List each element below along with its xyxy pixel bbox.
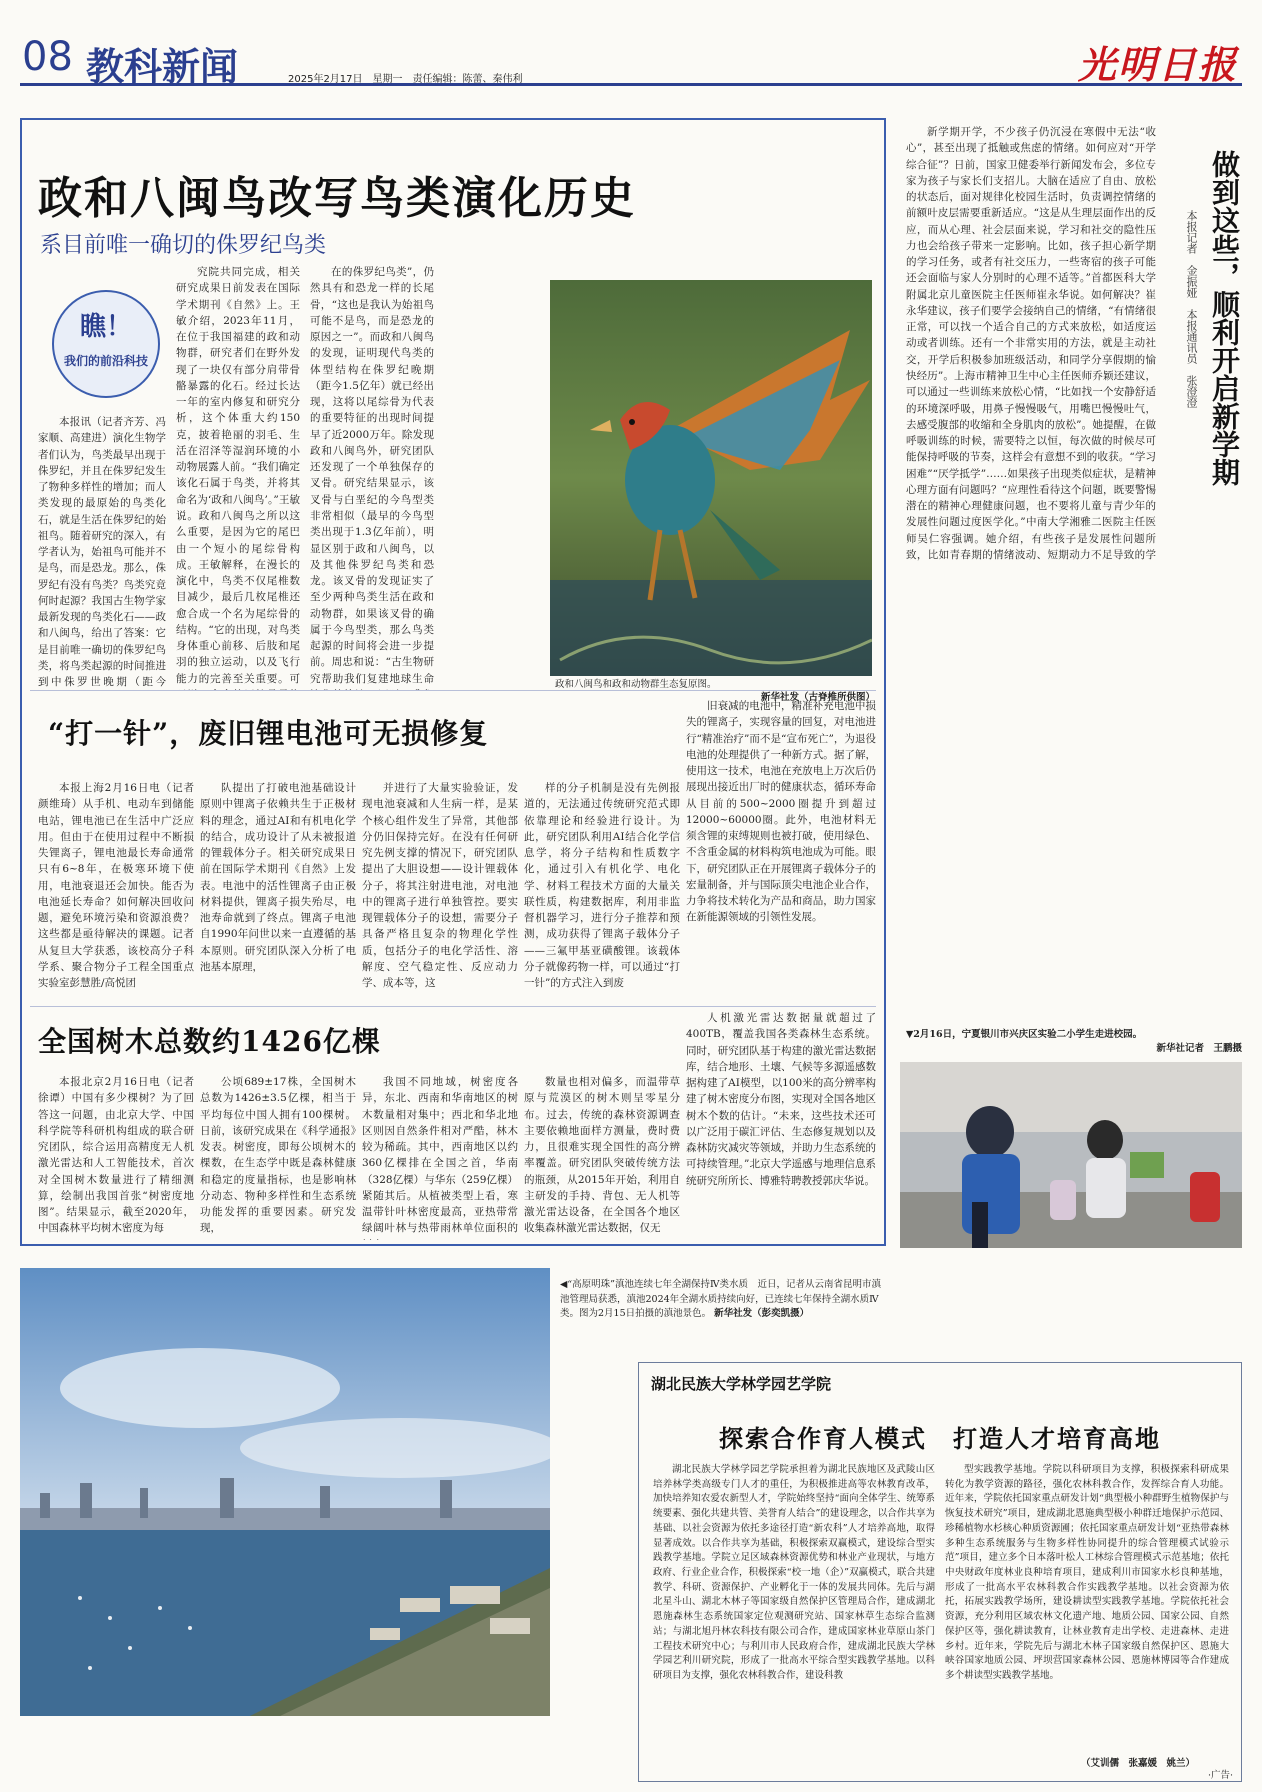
article-school-body-bottom — [906, 568, 1242, 1024]
university-advertorial — [638, 1362, 1242, 1782]
column-badge — [52, 290, 160, 398]
badge-sub-text: 我们的前沿科技 — [63, 354, 148, 368]
article-battery-col4: 样的分子机制是没有先例报道的，无法通过传统研究范式即依靠理论和经验进行设计。为此，研究团队利用AI结合化学信息学，将分子结构和性质数字化，通过引入有机化学、电化学、材料工程技术方面的大量关联性质，构建数据库，利用非监督机器学习，进行分子推荐和预测，成功获得了锂离子载体分子——三氟甲基亚磺酸锂。该载体分子就像药物一样，可以通过“打一针”的方式注入到废 — [524, 782, 680, 990]
article-battery-col1: 本报上海2月16日电（记者颜维琦）从手机、电动车到储能电站，锂电池已在生活中广泛应用。但由于在使用过程中不断损失锂离子，锂电池最长寿命通常只有6~8年，在极寒环境下使用，电池衰退还会加快。能否为电池延长寿命？如何解决回收问题，避免环境污染和资源浪费？这些都是亟待解决的课题。记者从复旦大学获悉，该校高分子科学系、聚合物分子工程全国重点实验室彭慧胜/高悦团 — [38, 782, 194, 990]
ad-mark: ·广告· — [1207, 1770, 1233, 1781]
article-school-byline: 本报记者 金振娅 本报通讯员 张澄澄 — [1185, 210, 1198, 408]
article-battery-headline: “打一针”，废旧锂电池可无损修复 — [48, 717, 489, 750]
article-trees-col5: 人机激光雷达数据量就超过了400TB，覆盖我国各类森林生态系统。同时，研究团队基于构建的激光雷达数据库，结合地形、土壤、气候等多源遥感数据构建了AI模型，以100米的高分辨率构建了树木密度分布图，实现对全国各地区树木个数的估计。“未来，这些技术还可以广泛用于碳汇评估、生态修复规划以及森林防灾减灾等领域，并助力生态系统的可持续管理。”北京大学遥感与地理信息系统研究所所长、博雅特聘教授郭庆华说。 — [686, 1012, 876, 1187]
section-divider — [30, 1006, 876, 1007]
article-bird-col1: 本报讯（记者齐芳、冯家顺、高建进）演化生物学者们认为，鸟类最早出现于侏罗纪，并且在侏罗纪发生了物种多样性的增加；而人类发现的最原始的鸟类化石，就是生活在侏罗纪的始祖鸟。随着研究的深入，有学者认为，始祖鸟可能并不是鸟，而是恐龙。那么，侏罗纪有没有鸟类？鸟类究竟何时起源？我国古生物学家最新发现的鸟类化石——政和八闽鸟，给出了答案：它是目前唯一确切的侏罗纪鸟类，将鸟类起源的时间推进到中侏罗世晚期（距今 — [38, 416, 166, 689]
masthead — [20, 22, 1242, 89]
article-bird-subhead: 系目前唯一确切的侏罗纪鸟类 — [40, 233, 327, 258]
article-school-body-top: 新学期开学，不少孩子仍沉浸在寒假中无法“收心”，甚至出现了抵触或焦虑的情绪。如何应对“开学综合征”？日前，国家卫健委举行新闻发布会，多位专家为孩子与家长们支招儿。大脑在适应了自由、放松的状态后，面对规律化校园生活时，负责调控情绪的前额叶皮层需要重新适应。“这是从生理层面作出的反应，而从心理、社会层面来说，学习和社交的隐性压力也会给孩子带来一定影响。比如，孩子担心新学期的学习任务，或者有社交压力，一些寄宿的孩子可能还会面临与家人分别时的心理不适等。”首都医科大学附属北京儿童医院主任医师崔永华说。如何解决？崔永华建议，孩子们要学会接纳自己的情绪，“有情绪很正常，可以找一个适合自己的方式来放松，如适度运动或者训练。还有一个非常实用的方法，就是主动社交，开学后积极参加班级活动，和同学分享假期的愉快经历”。上海市精神卫生中心主任医师乔颖还建议，可以通过一些训练来放松心情，“比如找一个安静舒适的环境深呼吸，用鼻子慢慢吸气，用嘴巴慢慢吐气，去感受腹部的收缩和全身肌肉的放松”。她提醒，在做呼吸训练的时候，需要特之以恒，每次做的时候尽可能保持呼吸的节奏，这样会有意想不到的收获。“学习困难”“厌学抵学”……如果孩子出现类似症状，是精神心理方面有问题吗？“应理性看待这个问题，既要警惕潜在的精神心理健康问题，也不要将儿童与青少年的发展性问题过度医学化。”中南大学湘雅二医院主任医师吴仁容强调。她介绍，有些孩子是发展性问题所致，比如青春期的情绪波动、短期动力不足导致的学 — [906, 126, 1156, 561]
bird-illustration — [550, 280, 872, 676]
bird-caption-text: 政和八闽鸟和政和动物群生态复原图。 — [555, 679, 717, 690]
article-battery-col3: 并进行了大量实验验证，发现电池衰减和人生病一样，是某个核心组件发生了异常，其他部分仍旧保持完好。在没有任何研究先例支撑的情况下，研究团队提出了大胆设想——设计锂载体分子，将其注射进电池，对电池中的锂离子进行单独管控。要实现锂载体分子的设想，需要分子具备严格且复杂的物理化学性质，包括分子的电化学活性、溶解度、空气稳定性、反应动力学、成本等，这 — [362, 782, 518, 990]
school-photo-caption — [906, 1028, 1242, 1057]
ad-col2: 型实践教学基地。学院以科研项目为支撑，积极探索科研成果转化为教学资源的路径，强化农林科教合作，发挥综合育人功能。近年来，学院依托国家重点研发计划“典型极小种群野生植物保护与恢复技术研究”项目，建成湖北恩施典型极小种群迁地保护示范园、珍稀植物水杉核心种质资源圃；依托国家重点研发计划“亚热带森林多种生态系统服务与生物多样性协同提升的综合管理模式试验示范”项目，建立多个日本落叶松人工林综合管理模式示范基地；依托中央财政年度林业良种培育项目，建成利川市国家水杉良种基地，形成了一批高水平农林科教合作实践教学基地。以社会资源为依托，拓展实践教学场所，建设耕读型实践教学基地。学院依托社会资源，充分利用区域农林文化遗产地、地质公园、国家公园、自然保护区等，强化耕读教育，让林业教育走出学校、走进森林、走进乡村。近年来，学院先后与湖北木林子国家级自然保护区、恩施大峡谷国家地质公园、坪坝营国家森林公园、恩施林博园等合作建成多个耕读型实践教学基地。 — [945, 1464, 1229, 1682]
article-battery-col5: 旧衰减的电池中，精准补充电池中损失的锂离子，实现容量的回复，对电池进行“精准治疗”而不是“宣布死亡”，为退役电池的处理提供了一种新方式。据了解，使用这一技术，电池在充放电上万次后仍展现出接近出厂时的健康状态，循环寿命从目前的500~2000圈提升到超过12000~60000圈。此外，电池材料无须含锂的束缚规则也被打破，使用绿色、不含重金属的材料构筑电池成为可能。眼下，研究团队正在开展锂离子载体分子的宏量制备，并与国际顶尖电池企业合作，力争将技术转化为产品和商品，助力国家在新能源领域的引领性发展。 — [686, 700, 876, 924]
badge-main-text: 瞧！ — [79, 312, 132, 342]
newspaper-logo: 光明日报 — [1077, 42, 1238, 87]
ad-signature: （艾训儒 张嘉媛 姚兰） — [1080, 1758, 1195, 1769]
ad-organization: 湖北民族大学林学园艺学院 — [651, 1375, 832, 1393]
ad-title: 探索合作育人模式 打造人才培育高地 — [719, 1424, 1161, 1453]
dianchi-lake-photo — [20, 1268, 550, 1716]
dianchi-photo-credit: 新华社发（彭奕凯摄） — [714, 1308, 810, 1320]
page-number: 08 — [22, 34, 73, 80]
school-photo-caption-text: ▼2月16日，宁夏银川市兴庆区实验二小学生走进校园。 — [906, 1029, 1143, 1040]
section-title: 教科新闻 — [86, 45, 239, 89]
article-bird-col3: 在的侏罗纪鸟类”，仍然具有和恐龙一样的长尾骨，“这也是我认为始祖鸟可能不是鸟，而是恐龙的原因之一”。而政和八闽鸟的发现，证明现代鸟类的体型结构在侏罗纪晚期（距今1.5亿年）就已经出现，这将以尾综骨为代表的重要特征的出现时间提早了近2000万年。除发现政和八闽鸟外，研究团队还发现了一个单独保存的叉骨。研究结果显示，该叉骨与白垩纪的今鸟型类非常相似（最早的今鸟型类出现于1.3亿年前），明显区别于政和八闽鸟，以及其他侏罗纪鸟类和恐龙。该叉骨的发现证实了至少两种鸟类生活在政和动物群，如果该叉骨的确属于今鸟型类，那么鸟类起源的时间将会进一步提前。周忠和说：“古生物研究帮助我们复建地球生命 — [310, 266, 434, 685]
school-photo-credit: 新华社记者 王鹏摄 — [1156, 1043, 1242, 1055]
article-trees-col1: 本报北京2月16日电（记者徐谭）中国有多少棵树？为了回答这一问题，由北京大学、中国科学院等科研机构组成的联合研究团队，综合运用高精度无人机激光雷达和人工智能技术，首次对全国树木数量进行了精细测算，绘制出我国首张“树密度地图”。结果显示，截至2020年，中国森林平均树木密度为每 — [38, 1076, 194, 1235]
dianchi-caption-text: ◀“高原明珠”滇池连续七年全湖保持Ⅳ类水质 近日，记者从云南省昆明市滇池管理局获悉，滇池2024年全湖水质持续向好，已连续七年保持全湖水质Ⅳ类。图为2月15日拍摄的滇池景色。 — [560, 1279, 882, 1320]
article-bird-headline: 政和八闽鸟改写鸟类演化历史 — [38, 173, 636, 224]
article-trees-headline: 全国树木总数约1426亿棵 — [38, 1025, 381, 1058]
date-line: 2025年2月17日 星期一 责任编辑：陈蕾、秦伟利 — [288, 74, 523, 85]
bird-photo-credit: 新华社发（古脊椎所供图） — [760, 692, 875, 704]
ad-col1: 湖北民族大学林学园艺学院承担着为湖北民族地区及武陵山区培养林学类高级专门人才的重任，为积极推进高等农林教育改革，加快培养知农爱农新型人才，学院始终坚持“面向全体学生、统筹系统要素、强化共建共管、美誉育人结合”的建设理念，以合作共享为基础、以社会资源为依托多途径打造“新农科”人才培养高地，取得显著成效。以合作共享为基础，积极探索双赢模式，建设综合型实践教学基地。学院立足区域森林资源优势和林业产业现状，与地方政府、行业企业合作，积极探索“校一地（企）”双赢模式，联合共建教学、科研、资源保护、产业孵化于一体的发展共同体。先后与湖北星斗山、湖北木林子等国家级自然保护区管理局合作，建成湖北恩施森林生态系统国家定位观测研究站、国家林草生态综合监测站；与湖北旭丹林农科技有限公司合作，建成国家林业草原山茶门工程技术研究中心；与利川市人民政府合作，建成湖北民族大学林学园艺利川研究院，形成了一批高水平综合型实践教学基地。以科研项目为支撑，强化农林科教合作，建设科教 — [653, 1464, 935, 1682]
article-bird — [30, 150, 876, 704]
article-school-headline: 做到这些，顺利开启新学期 — [1208, 150, 1241, 486]
article-bird-col2: 究院共同完成，相关研究成果日前发表在国际学术期刊《自然》上。王敏介绍，2023年11月，在位于我国福建的政和动物群，研究者们在野外发现了一块仅有部分肩带骨骼暴露的化石。经过长达一年的室内修复和研究分析，这个体重大约150克，披着艳丽的羽毛、生活在沼泽等湿润环境的小动物展露人前。“我们确定该化石属于鸟类，并将其命名为‘政和八闽鸟’。”王敏说。政和八闽鸟之所以这么重要，是因为它的尾巴由一个短小的尾综骨构成。王敏解释，在漫长的演化中，鸟类不仅尾椎数目减少，最后几枚尾椎还愈合成一个名为尾综骨的结构。“它的出现，对鸟类身体重心前移、后肢和尾羽的独立运动，以及飞行能力的完善至关重要。可 — [176, 266, 300, 685]
students-photo — [900, 1062, 1242, 1248]
article-battery-col2: 队提出了打破电池基础设计原则中锂离子依赖共生于正极材料的理念，通过AI和有机电化学的结合，成功设计了从未被报道的锂载体分子。相关研究成果日前在国际学术期刊《自然》上发表。电池中的活性锂离子由正极材料提供，锂离子损失殆尽，电池寿命就到了终点。锂离子电池自1990年问世以来一直遵循的基本原则。研究团队深入分析了电池基本原理， — [200, 782, 356, 973]
section-divider — [30, 690, 876, 691]
dianchi-caption — [560, 1278, 885, 1322]
article-trees-col4: 数量也相对偏多，而温带草原与荒漠区的树木则呈零星分布。过去，传统的森林资源调查主要依赖地面样方测量，费时费力，且很难实现全国性的高分辨率覆盖。研究团队突破传统方法的瓶颈，从2015年开始，利用自主研发的手持、背包、无人机等激光雷达设备，在全国各个地区收集森林激光雷达数据，仅无 — [524, 1076, 680, 1235]
article-trees-col2: 公顷689±17株，全国树木总数为1426±3.5亿棵，相当于平均每位中国人拥有100棵树。日前，该研究成果在《科学通报》发表。树密度，即每公顷树木的棵数，在生态学中既是森林健康和稳定的度量指标，也是影响林分动态、物种多样性和生态系统功能发挥的重要因素。研究发现， — [200, 1076, 356, 1235]
article-trees-col3: 我国不同地域，树密度各异，东北、西南和华南地区的树木数量相对集中；西北和华北地区则因自然条件相对严酷，林木较为稀疏。其中，西南地区以约360亿棵排在全国之首，华南（328亿棵）与华东（259亿棵）紧随其后。从植被类型上看，寒温带针叶林密度最高，亚热带常绿阔叶林与热带雨林单位面积的 — [362, 1076, 518, 1235]
